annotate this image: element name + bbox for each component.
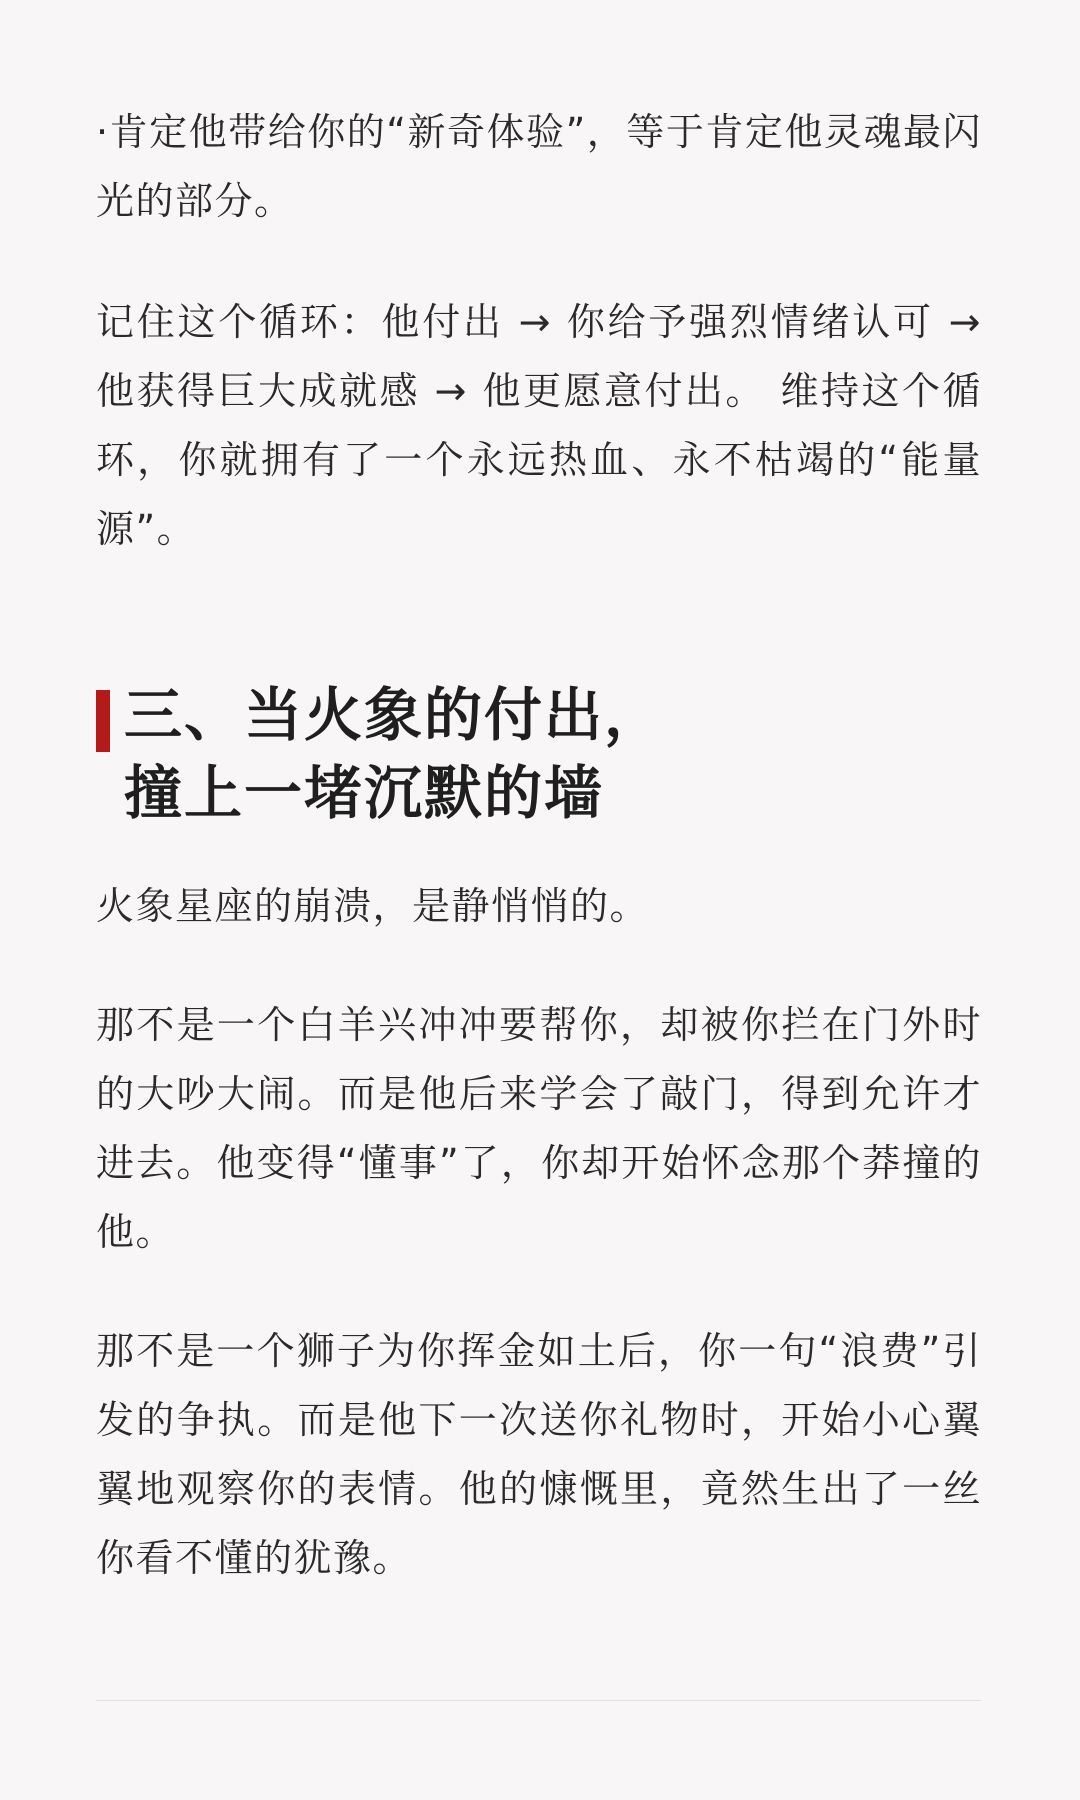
- paragraph-quiet-collapse: 火象星座的崩溃，是静悄悄的。: [96, 884, 650, 928]
- section-heading: [96, 676, 982, 832]
- article-content: [96, 98, 982, 1593]
- bottom-divider: [96, 1700, 982, 1701]
- paragraph-affirm-novelty: ·肯定他带给你的“新奇体验”，等于肯定他灵魂最闪光的部分。: [96, 110, 982, 223]
- paragraph-aries: 那不是一个白羊兴冲冲要帮你，却被你拦在门外时的大吵大闹。而是他后来学会了敲门，得到允许才进去。他变得“懂事”了，你却开始怀念那个莽撞的他。: [96, 1003, 982, 1254]
- heading-accent-bar: [96, 690, 110, 752]
- section-title-line-2: 撞上一堵沉默的墙: [124, 759, 605, 827]
- section-title-line-1: 三、当火象的付出，: [124, 681, 665, 749]
- paragraph-leo: 那不是一个狮子为你挥金如土后，你一句“浪费”引发的争执。而是他下一次送你礼物时，开始小心翼翼地观察你的表情。他的慷慨里，竟然生出了一丝你看不懂的犹豫。: [96, 1329, 982, 1580]
- paragraph-cycle: 记住这个循环：他付出 → 你给予强烈情绪认可 → 他获得巨大成就感 → 他更愿意付出。 维持这个循环，你就拥有了一个永远热血、永不枯竭的“能量源”。: [96, 300, 982, 551]
